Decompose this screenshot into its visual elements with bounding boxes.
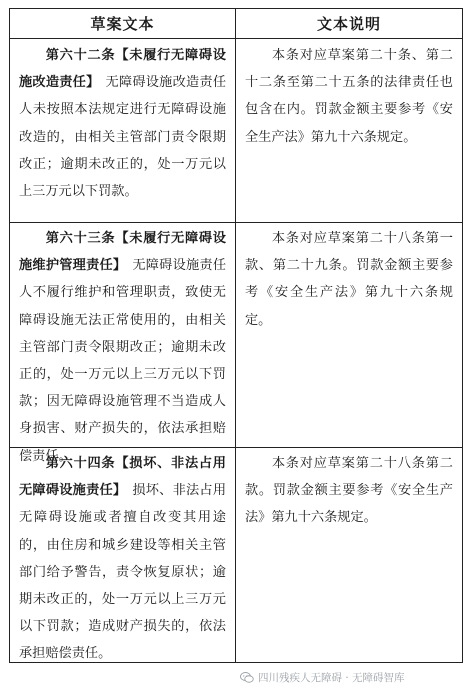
wechat-icon xyxy=(240,672,254,683)
draft-text-cell xyxy=(10,447,235,668)
article-title: 第六十四条【损坏、非法占用无障碍设施责任】 xyxy=(19,456,226,499)
article-title: 第六十三条【未履行无障碍设施维护管理责任】 xyxy=(19,231,226,274)
article-body: 损坏、非法占用无障碍设施或者擅自改变其用途的，由住房和城乡建设等相关主管部门给予警告，责令恢复原状；逾期未改正的，处一万元以上三万元以下罚款；造成财产损失的，依法承担赔偿责任。 xyxy=(19,483,227,662)
header-draft-text: 草案文本 xyxy=(90,15,155,33)
explanation-text: 本条对应草案第二十条、第二十二条至第二十五条的法律责任也包含在内。罚款金额主要参考《安全生产法》第九十六条规定。 xyxy=(245,48,453,145)
table-row xyxy=(10,39,462,222)
watermark-text: 四川残疾人无障碍 · 无障碍智库 xyxy=(258,672,405,684)
table-row xyxy=(10,222,462,464)
explanation-cell xyxy=(236,447,462,532)
explanation-cell xyxy=(236,39,462,151)
explanation-text: 本条对应草案第二十八条第一款、第二十九条。罚款金额主要参考《安全生产法》第九十六条规定。 xyxy=(245,231,453,328)
article-title: 第六十二条【未履行无障碍设施改造责任】 xyxy=(19,48,226,91)
header-explanation: 文本说明 xyxy=(316,15,381,33)
draft-text-cell xyxy=(10,39,235,205)
article-body: 无障碍设施责任人不履行维护和管理职责，致使无障碍设施无法正常使用的，由相关主管部门责令限期改正；逾期未改正的，处一万元以上三万元以下罚款；因无障碍设施管理不当造成人身损害、财产损失的，依法承担赔偿责任。 xyxy=(19,258,227,464)
explanation-text: 本条对应草案第二十八条第二款。罚款金额主要参考《安全生产法》第九十六条规定。 xyxy=(245,456,453,526)
draft-text-cell xyxy=(10,222,235,470)
source-watermark xyxy=(240,670,405,685)
table-row xyxy=(10,447,462,663)
article-body: 无障碍设施改造责任人未按照本法规定进行无障碍设施改造的，由相关主管部门责令限期改正；逾期未改正的，处一万元以上三万元以下罚款。 xyxy=(19,75,227,200)
comparison-table xyxy=(9,8,463,663)
explanation-cell xyxy=(236,222,462,334)
table-header xyxy=(10,9,462,39)
